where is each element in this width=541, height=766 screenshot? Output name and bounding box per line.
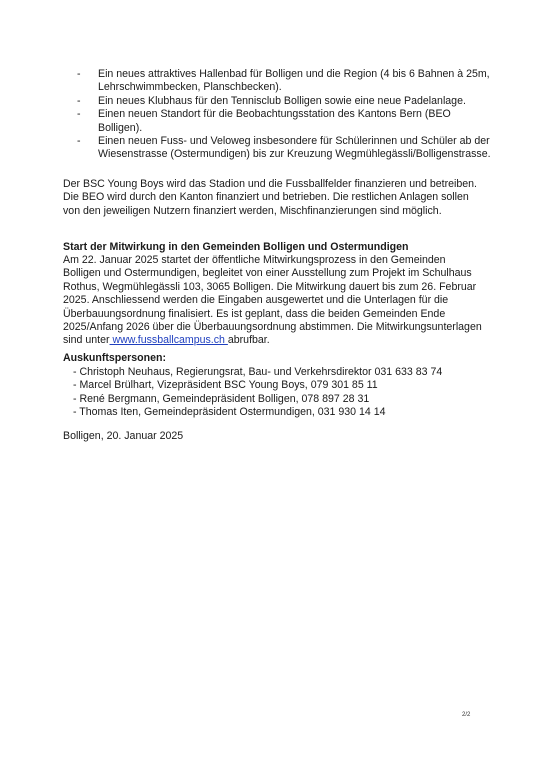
- link-suffix-text: abrufbar.: [227, 334, 270, 347]
- bullet-item: [73, 135, 493, 162]
- page-number: 2/2: [462, 712, 471, 718]
- link-prefix-text: Die Mitwirkungsunterlagen sind unter: [63, 321, 482, 347]
- contact-item: - René Bergmann, Gemeindepräsident Bolligen, 078 897 28 31: [73, 392, 370, 405]
- date-line: Bolligen, 20. Januar 2025: [63, 430, 184, 442]
- bullet-text: Einen neuen Fuss- und Veloweg insbesondere für Schülerinnen und Schüler ab der Wiesenstrasse (Ostermundigen) bis zur Kreuzung Wegmühlegässli/Bolligenstrasse.: [98, 135, 491, 161]
- bullet-text: Einen neuen Standort für die Beobachtungsstation des Kantons Bern (BEO Bolligen).: [98, 108, 451, 134]
- section-heading-mitwirkung: Start der Mitwirkung in den Gemeinden Bolligen und Ostermundigen: [63, 241, 409, 253]
- fussballcampus-link[interactable]: www.fussballcampus.ch: [109, 334, 228, 347]
- mitwirkung-text: Am 22. Januar 2025 startet der öffentliche Mitwirkungsprozess in den Gemeinden Bolligen und Ostermundigen, begleitet von einer Ausstellung zum Projekt im Schulhaus Rothus, Wegmühlegässli 103, 3065 Bolligen. Die Mitwirkung dauert bis zum 26. Februar 2025. Anschliessend werden die Eingaben ausgewertet und die Unterlagen für die Überbauungsordnung finalisiert. Es ist geplant, dass die beiden Gemeinden Ende 2025/Anfang 2026 über die Überbauungsordnung abstimmen.: [63, 254, 477, 334]
- project-bullet-list: [73, 68, 493, 162]
- bullet-marker: -: [77, 94, 81, 107]
- bullet-item: [73, 108, 493, 135]
- contact-item: - Christoph Neuhaus, Regierungsrat, Bau- und Verkehrsdirektor 031 633 83 74: [73, 366, 443, 378]
- section-heading-contacts: Auskunftspersonen:: [63, 352, 167, 364]
- bullet-marker: -: [77, 68, 81, 80]
- bullet-text: Ein neues attraktives Hallenbad für Bolligen und die Region (4 bis 6 Bahnen à 25m, Lehrschwimmbecken, Planschbecken).: [98, 68, 490, 94]
- bullet-item: [73, 68, 493, 95]
- bullet-text: Ein neues Klubhaus für den Tennisclub Bolligen sowie eine neue Padelanlage.: [98, 94, 466, 107]
- bullet-marker: -: [77, 135, 81, 148]
- contact-list: [73, 366, 442, 420]
- contact-item: - Marcel Brülhart, Vizepräsident BSC Young Boys, 079 301 85 11: [73, 379, 378, 392]
- contact-item: - Thomas Iten, Gemeindepräsident Ostermundigen, 031 930 14 14: [73, 406, 386, 419]
- bullet-item: [73, 95, 493, 108]
- mitwirkung-paragraph: [63, 254, 483, 348]
- bullet-marker: -: [77, 108, 81, 121]
- financing-paragraph: Der BSC Young Boys wird das Stadion und die Fussballfelder finanzieren und betreiben. Die BEO wird durch den Kanton finanziert und betrieben. Die restlichen Anlagen sollen von den jeweiligen Nutzern finanziert werden, Mischfinanzierungen sind möglich.: [63, 178, 478, 217]
